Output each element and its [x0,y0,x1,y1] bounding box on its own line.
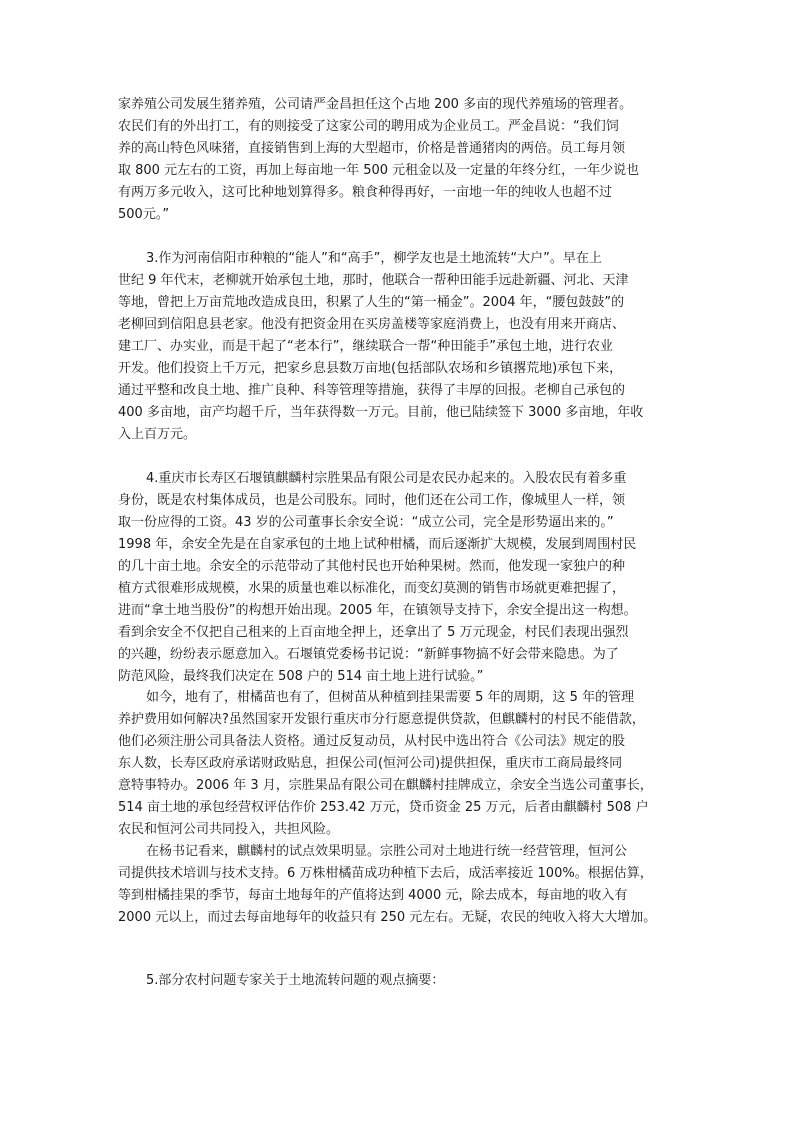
text-line: 有两万多元收入，这可比种地划算得多。粮食种得再好，一亩地一年的纯收人也超不过 [118,185,613,200]
section-heading: 5.部分农村问题专家关于土地流转问题的观点摘要： [146,973,445,988]
text-line: 通过平整和改良土地、推广良种、科等管理等措施，获得了丰厚的回报。老柳自己承包的 [118,383,626,398]
text-line: 他们必须注册公司具备法人资格。通过反复动员，从村民中选出符合《公司法》规定的股 [118,734,626,749]
text-line: 进而“拿土地当股份”的构想开始出现。2005 年，在镇领导支持下，余安全提出这一构想。 [118,603,637,618]
text-line: 看到余安全不仅把自己租来的上百亩地全押上，还拿出了 5 万元现金，村民们表现出强烈 [118,625,629,640]
paragraph-now [118,687,688,841]
text-line: 500元。” [118,207,170,222]
text-line: 养的高山特色风味猪，直接销售到上海的大型超市，价格是普通猪肉的两倍。员工每月领 [118,141,626,156]
text-line: 农民和恒河公司共同投入，共担风险。 [118,822,340,837]
text-line: 的兴趣，纷纷表示愿意加入。石堰镇党委杨书记说：“新鲜事物搞不好会带来隐患。为了 [118,647,619,662]
text-line: 等到柑橘挂果的季节，每亩土地每年的产值将达到 4000 元，除去成本，每亩地的收入有 [118,888,628,903]
text-line: 400 多亩地，亩产均超千斤，当年获得数一万元。目前，他已陆续签下 3000 多亩地，年收 [118,405,644,420]
text-line: 意特事特办。2006 年 3 月，宗胜果品有限公司在麒麟村挂牌成立，余安全当选公司董事长， [118,778,653,793]
text-line: 东人数，长寿区政府承诺财政贴息，担保公司(恒河公司)提供担保，重庆市工商局最终同 [118,756,623,771]
text-line: 农民们有的外出打工，有的则接受了这家公司的聘用成为企业员工。严金昌说：“我们饲 [118,119,619,134]
text-line: 家养殖公司发展生猪养殖，公司请严金昌担任这个占地 200 多亩的现代养殖场的管理者。 [118,97,633,112]
text-line: 入上百万元。 [118,427,197,442]
text-line: 如今，地有了，柑橘苗也有了，但树苗从种植到挂果需要 5 年的周期，这 5 年的管理 [146,690,635,705]
text-line: 司提供技术培训与技术支持。6 万株柑橘苗成功种植下去后，成活率接近 100%。根据估算， [118,866,653,881]
paragraph-experts [118,970,688,992]
text-line: 老柳回到信阳息县老家。他没有把资金用在买房盖楼等家庭消费上，也没有用来开商店、 [118,317,626,332]
text-line: 1998 年，余安全先是在自家承包的土地上试种柑橘，而后逐渐扩大规模，发展到周围村民 [118,537,637,552]
paragraph-qilin-village [118,468,688,688]
text-line: 514 亩土地的承包经营权评估作价 253.42 万元，贷币资金 25 万元，后者由麒麟村 508 户 [118,800,649,815]
text-line: 世纪 9 年代末，老柳就开始承包土地，那时，他联合一帮种田能手远赴新疆、河北、天津 [118,273,629,288]
paragraph-liu-xueyou [118,248,688,446]
paragraph-secretary-yang [118,841,688,929]
text-line: 等地，曾把上万亩荒地改造成良田，积累了人生的“第一桶金”。2004 年，“腰包鼓鼓”的 [118,295,625,310]
text-line: 身份，既是农村集体成员，也是公司股东。同时，他们还在公司工作，像城里人一样，领 [118,493,626,508]
text-line: 2000 元以上，而过去每亩地每年的收益只有 250 元左右。无疑，农民的纯收入将大大增加。 [118,910,657,925]
text-line: 取 800 元左右的工资，再加上每亩地一年 500 元租金以及一定量的年终分红，一年少说也 [118,163,640,178]
text-line: 开发。他们投资上千万元，把家乡息县数万亩地(包括部队农场和乡镇撂荒地)承包下来， [118,361,623,376]
text-line: 取一份应得的工资。43 岁的公司董事长余安全说：“成立公司，完全是形势逼出来的。” [118,515,614,530]
text-line: 3.作为河南信阳市种粮的“能人”和“高手”，柳学友也是土地流转“大户”。早在上 [146,251,602,266]
text-line: 养护费用如何解决?虽然国家开发银行重庆市分行愿意提供贷款，但麒麟村的村民不能借款， [118,712,645,727]
text-line: 植方式很难形成规模，水果的质量也难以标准化，而变幻莫测的销售市场就更难把握了， [118,581,626,596]
text-line: 的几十亩土地。余安全的示范带动了其他村民也开始种果树。然而，他发现一家独户的种 [118,559,626,574]
text-line: 建工厂、办实业，而是干起了“老本行”，继续联合一帮“种田能手”承包土地，进行农业 [118,339,613,354]
text-line: 在杨书记看来，麒麟村的试点效果明显。宗胜公司对土地进行统一经营管理，恒河公 [146,844,628,859]
text-line: 4.重庆市长寿区石堰镇麒麟村宗胜果品有限公司是农民办起来的。入股农民有着多重 [146,471,627,486]
paragraph-pig-farm [118,94,688,226]
text-line: 防范风险，最终我们决定在 508 户的 514 亩土地上进行试验。” [118,669,484,684]
